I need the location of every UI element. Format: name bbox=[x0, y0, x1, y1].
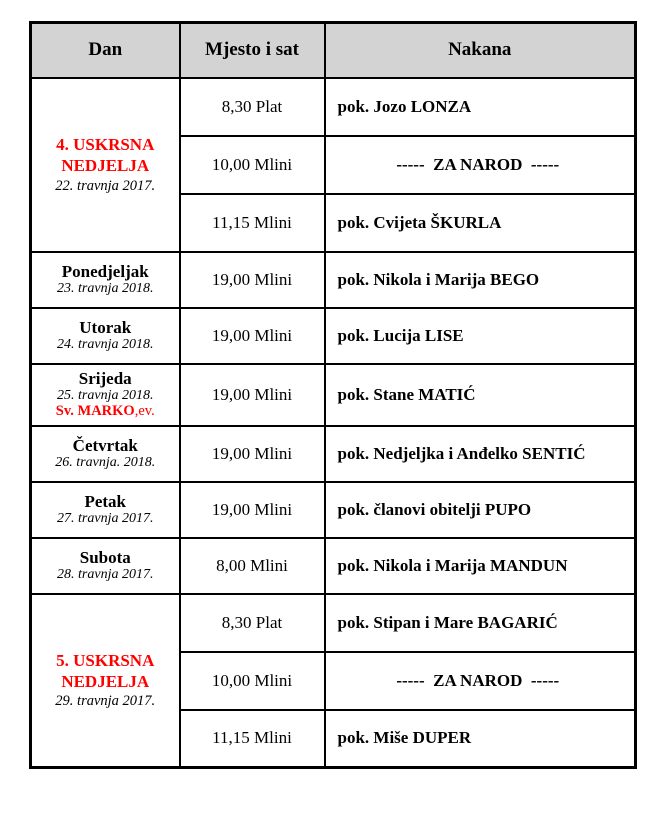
table-row bbox=[31, 78, 636, 136]
day-cell bbox=[31, 252, 180, 308]
intention-cell: pok. članovi obitelji PUPO bbox=[325, 482, 636, 538]
day-name: Srijeda bbox=[78, 368, 132, 388]
table-row bbox=[31, 252, 636, 308]
time-cell: 8,00 Mlini bbox=[180, 538, 325, 594]
table-row bbox=[31, 308, 636, 364]
table-row bbox=[31, 426, 636, 482]
day-date: 24. travnja 2018. bbox=[57, 337, 154, 353]
holiday-suffix: ,ev. bbox=[134, 403, 155, 420]
day-name: Četvrtak bbox=[72, 435, 138, 455]
time-cell: 10,00 Mlini bbox=[180, 136, 325, 194]
holiday-name: Sv. MARKO bbox=[55, 403, 135, 420]
time-cell: 19,00 Mlini bbox=[180, 364, 325, 426]
time-cell: 19,00 Mlini bbox=[180, 252, 325, 308]
holiday-note bbox=[34, 404, 177, 420]
day-name: Ponedjeljak bbox=[61, 261, 149, 281]
day-cell bbox=[31, 538, 180, 594]
day-date: 28. travnja 2017. bbox=[57, 567, 154, 583]
day-date: 25. travnja 2018. bbox=[57, 388, 154, 404]
time-cell: 11,15 Mlini bbox=[180, 194, 325, 252]
sunday-group-cell bbox=[31, 78, 180, 252]
mass-schedule-table bbox=[29, 21, 637, 769]
time-cell: 11,15 Mlini bbox=[180, 710, 325, 768]
column-header-day: Dan bbox=[31, 23, 180, 78]
column-header-intention: Nakana bbox=[325, 23, 636, 78]
intention-cell: pok. Lucija LISE bbox=[325, 308, 636, 364]
table-row bbox=[31, 364, 636, 426]
intention-cell: pok. Stipan i Mare BAGARIĆ bbox=[325, 594, 636, 652]
time-cell: 10,00 Mlini bbox=[180, 652, 325, 710]
day-cell bbox=[31, 426, 180, 482]
time-cell: 8,30 Plat bbox=[180, 78, 325, 136]
day-date: 26. travnja. 2018. bbox=[55, 455, 156, 471]
intention-cell: ----- ZA NAROD ----- bbox=[325, 652, 636, 710]
header-row bbox=[31, 23, 636, 78]
intention-cell: pok. Nedjeljka i Anđelko SENTIĆ bbox=[325, 426, 636, 482]
time-cell: 19,00 Mlini bbox=[180, 308, 325, 364]
intention-cell: pok. Cvijeta ŠKURLA bbox=[325, 194, 636, 252]
table-row bbox=[31, 594, 636, 652]
column-header-place-time: Mjesto i sat bbox=[180, 23, 325, 78]
intention-cell: pok. Jozo LONZA bbox=[325, 78, 636, 136]
intention-cell: ----- ZA NAROD ----- bbox=[325, 136, 636, 194]
day-name: Subota bbox=[79, 547, 131, 567]
time-cell: 19,00 Mlini bbox=[180, 482, 325, 538]
day-date: 27. travnja 2017. bbox=[57, 511, 154, 527]
table-row bbox=[31, 482, 636, 538]
day-cell bbox=[31, 364, 180, 426]
intention-cell: pok. Nikola i Marija MANDUN bbox=[325, 538, 636, 594]
day-name: Utorak bbox=[79, 317, 132, 337]
sunday-group-cell bbox=[31, 594, 180, 768]
sunday-group-title: 5. USKRSNA NEDJELJA bbox=[56, 650, 155, 692]
day-cell bbox=[31, 482, 180, 538]
day-name: Petak bbox=[84, 491, 127, 511]
sunday-group-date: 22. travnja 2017. bbox=[55, 177, 156, 194]
sunday-group-title: 4. USKRSNA NEDJELJA bbox=[56, 135, 155, 176]
day-date: 23. travnja 2018. bbox=[57, 281, 154, 297]
time-cell: 19,00 Mlini bbox=[180, 426, 325, 482]
day-cell bbox=[31, 308, 180, 364]
sunday-group-date: 29. travnja 2017. bbox=[55, 693, 156, 710]
intention-cell: pok. Miše DUPER bbox=[325, 710, 636, 768]
intention-cell: pok. Stane MATIĆ bbox=[325, 364, 636, 426]
table-row bbox=[31, 538, 636, 594]
time-cell: 8,30 Plat bbox=[180, 594, 325, 652]
intention-cell: pok. Nikola i Marija BEGO bbox=[325, 252, 636, 308]
